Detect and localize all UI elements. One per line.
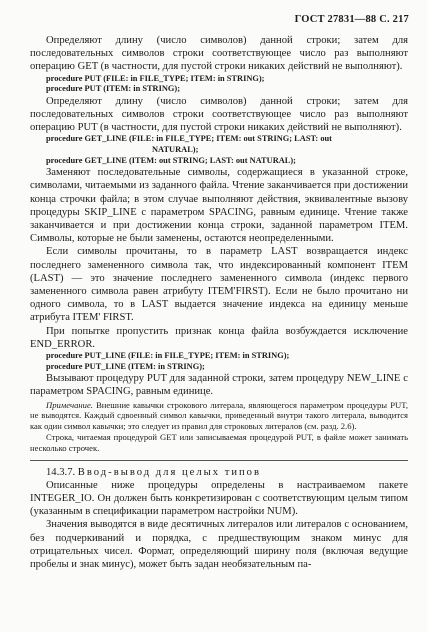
- note: [30, 400, 408, 432]
- paragraph: Вызывают процедуру PUT для заданной строки, затем процедуру NEW_LINE с параметром SPACING, равным единице.: [30, 373, 408, 398]
- paragraph: Определяют длину (число символов) данной строки; затем для последовательных символов строки соответствующее число раз выполняют операцию PUT (в частности, для пустой строки никаких действий не выполняют).: [30, 95, 408, 134]
- section-divider: [30, 460, 408, 461]
- note-text: Внешние кавычки строкового литерала, являющегося параметром процедуры PUT, не выводятся. Каждый сдвоенный символ кавычки, приведенный внутри такого литерала, выводится как один символ кавычки; это следует из правил для строковых литералов (см. разд. 2.6).: [30, 399, 408, 432]
- paragraph: Если символы прочитаны, то в параметр LAST возвращается индекс последнего замененного символа так, что индексированный компонент ITEM (LAST) — это значение последнего замененного символа (индекс первого замененного символа равен атрибуту ITEM'FIRST). Если не было прочитано ни одного символа, то в LAST выдается значение индекса на единицу меньше атрибута ITEM' FIRST.: [30, 246, 408, 324]
- code-line: procedure PUT_LINE (ITEM: in STRING);: [46, 361, 205, 371]
- section-number: 14.3.7.: [46, 466, 76, 478]
- section-title: Ввод-вывод для целых типов: [77, 466, 261, 478]
- paragraph: Определяют длину (число символов) данной строки; затем для последовательных символов строки соответствующее число раз выполняют операцию GET (в частности, для пустой строки никаких действий не выполняют).: [30, 35, 408, 73]
- note-label: Примечание.: [46, 399, 93, 410]
- code-line: procedure PUT (FILE: in FILE_TYPE; ITEM: in STRING);: [46, 73, 265, 83]
- section-heading: [30, 466, 408, 479]
- page-body: [30, 34, 408, 571]
- page-header: ГОСТ 27831—88 С. 217: [294, 14, 409, 25]
- code-line: procedure GET_LINE (ITEM: out STRING; LAST: out NATURAL);: [46, 155, 296, 165]
- paragraph: Заменяют последовательные символы, содержащиеся в указанной строке, символами, читаемыми из заданного файла. Чтение заканчивается при достижении конца строчки файла; в этом случае выполняют действия, эквивалентные вызову процедуры SKIP_LINE с параметром SPACING, равным единице. Чтение также заканчивается и при достижении конца строки, заданной параметром ITEM. Символы, которые не были заменены, остаются неопределенными.: [30, 167, 408, 245]
- code-line: procedure PUT (ITEM: in STRING);: [46, 84, 181, 94]
- note: Строка, читаемая процедурой GET или записываемая процедурой PUT, в файле может занимать несколько строчек.: [30, 432, 408, 453]
- code-line: NATURAL);: [152, 145, 199, 154]
- paragraph: При попытке пропустить признак конца файла возбуждается исключение END_ERROR.: [30, 325, 408, 350]
- code-line: procedure GET_LINE (FILE: in FILE_TYPE; ITEM: out STRING; LAST: out: [46, 134, 332, 144]
- paragraph: Описанные ниже процедуры определены в настраиваемом пакете INTEGER_IO. Он должен быть конкретизирован с соответствующим целым типом (указанным в спецификации параметром настройки NUM).: [30, 479, 408, 518]
- paragraph: Значения выводятся в виде десятичных литералов или литералов с основанием, без подчеркиваний и порядка, с предшествующим знаком минус для отрицательных чисел. Формат, определяющий ширину поля (включая ведущие пробелы и знак минус), может быть задан необязательным па-: [30, 519, 408, 571]
- code-line: procedure PUT_LINE (FILE: in FILE_TYPE; ITEM: in STRING);: [46, 351, 290, 361]
